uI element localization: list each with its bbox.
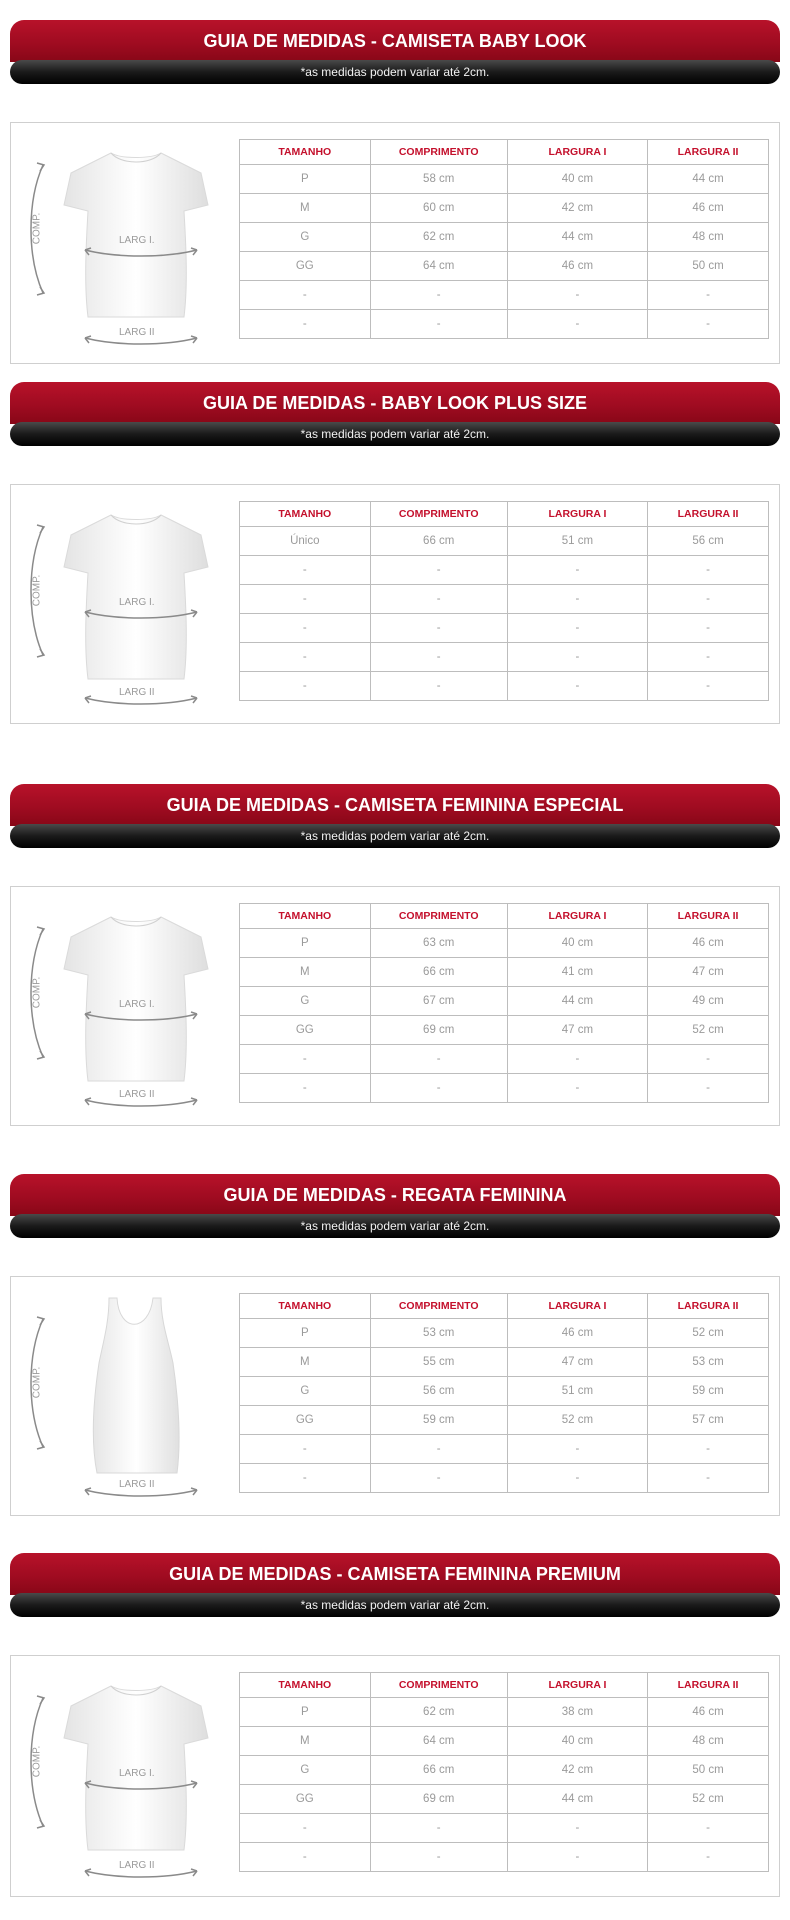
table-row [240, 1016, 769, 1045]
table-cell: 46 cm [507, 252, 647, 281]
table-cell: - [240, 1814, 371, 1843]
column-header: LARGURA I [507, 502, 647, 527]
table-cell: 46 cm [507, 1319, 647, 1348]
table-cell: - [240, 310, 371, 339]
table-cell: - [507, 281, 647, 310]
table-cell: 60 cm [370, 194, 507, 223]
column-header: LARGURA I [507, 904, 647, 929]
table-cell: G [240, 223, 371, 252]
table-cell: GG [240, 252, 371, 281]
table-cell: - [240, 643, 371, 672]
column-header: LARGURA II [648, 1294, 769, 1319]
table-cell: G [240, 987, 371, 1016]
table-cell: G [240, 1377, 371, 1406]
column-header: TAMANHO [240, 502, 371, 527]
table-cell: 40 cm [507, 165, 647, 194]
table-row [240, 643, 769, 672]
table-row [240, 1319, 769, 1348]
table-cell: 48 cm [648, 223, 769, 252]
size-table [239, 903, 769, 1103]
table-cell: 57 cm [648, 1406, 769, 1435]
table-cell: G [240, 1756, 371, 1785]
table-cell: - [648, 281, 769, 310]
table-row [240, 1698, 769, 1727]
table-cell: 50 cm [648, 1756, 769, 1785]
table-cell: - [507, 672, 647, 701]
table-cell: 53 cm [370, 1319, 507, 1348]
table-cell: 44 cm [507, 223, 647, 252]
table-cell: 44 cm [507, 987, 647, 1016]
table-row [240, 1785, 769, 1814]
table-row [240, 165, 769, 194]
larg2-label: LARG II [119, 687, 155, 698]
table-cell: 66 cm [370, 527, 507, 556]
table-header-row [240, 1294, 769, 1319]
table-cell: 40 cm [507, 929, 647, 958]
table-cell: 66 cm [370, 958, 507, 987]
table-cell: 49 cm [648, 987, 769, 1016]
table-row [240, 310, 769, 339]
table-cell: 50 cm [648, 252, 769, 281]
larg1-label: LARG I. [119, 999, 155, 1010]
table-cell: - [240, 556, 371, 585]
table-cell: - [648, 1814, 769, 1843]
table-cell: - [240, 672, 371, 701]
column-header: LARGURA I [507, 1294, 647, 1319]
column-header: COMPRIMENTO [370, 1673, 507, 1698]
table-row [240, 1843, 769, 1872]
table-cell: - [648, 585, 769, 614]
comp-label: COMP. [31, 212, 43, 245]
table-cell: - [648, 310, 769, 339]
table-cell: - [507, 1074, 647, 1103]
table-cell: - [370, 1045, 507, 1074]
table-cell: 42 cm [507, 1756, 647, 1785]
table-cell: - [648, 643, 769, 672]
table-cell: - [240, 281, 371, 310]
column-header: LARGURA I [507, 1673, 647, 1698]
larg2-label: LARG II [119, 1089, 155, 1100]
size-table [239, 1293, 769, 1493]
larg2-label: LARG II [119, 1479, 155, 1490]
column-header: LARGURA II [648, 1673, 769, 1698]
table-cell: 67 cm [370, 987, 507, 1016]
table-cell: - [370, 672, 507, 701]
table-row [240, 252, 769, 281]
table-cell: - [648, 614, 769, 643]
larg2-label: LARG II [119, 327, 155, 338]
table-cell: 69 cm [370, 1785, 507, 1814]
table-cell: 48 cm [648, 1727, 769, 1756]
size-panel [10, 886, 780, 1126]
column-header: LARGURA II [648, 502, 769, 527]
table-cell: - [370, 643, 507, 672]
table-cell: - [648, 1435, 769, 1464]
size-panel [10, 1655, 780, 1897]
table-cell: M [240, 958, 371, 987]
table-row [240, 556, 769, 585]
section-title: GUIA DE MEDIDAS - REGATA FEMININA [10, 1174, 780, 1216]
table-cell: - [507, 1814, 647, 1843]
table-cell: M [240, 1348, 371, 1377]
table-header-row [240, 904, 769, 929]
table-cell: - [370, 614, 507, 643]
garment-figure [11, 887, 221, 1125]
table-cell: M [240, 1727, 371, 1756]
width-arrow-icon [81, 1009, 201, 1028]
size-table [239, 139, 769, 339]
column-header: COMPRIMENTO [370, 502, 507, 527]
table-cell: - [240, 1045, 371, 1074]
table-header-row [240, 502, 769, 527]
size-table [239, 501, 769, 701]
size-table [239, 1672, 769, 1872]
table-cell: 62 cm [370, 223, 507, 252]
tank-top-icon [69, 1293, 199, 1488]
table-cell: - [240, 1464, 371, 1493]
table-cell: 44 cm [507, 1785, 647, 1814]
table-cell: GG [240, 1785, 371, 1814]
comp-label: COMP. [31, 1745, 43, 1778]
garment-figure [11, 485, 221, 723]
table-row [240, 527, 769, 556]
table-row [240, 1727, 769, 1756]
table-cell: - [507, 1464, 647, 1493]
table-header-row [240, 1673, 769, 1698]
table-cell: - [648, 556, 769, 585]
garment-figure [11, 1656, 221, 1896]
measurement-note: *as medidas podem variar até 2cm. [10, 1214, 780, 1238]
table-cell: 58 cm [370, 165, 507, 194]
table-row [240, 1074, 769, 1103]
measurement-note: *as medidas podem variar até 2cm. [10, 1593, 780, 1617]
table-cell: 56 cm [370, 1377, 507, 1406]
table-row [240, 958, 769, 987]
garment-figure [11, 1277, 221, 1515]
table-row [240, 1406, 769, 1435]
table-cell: 47 cm [507, 1348, 647, 1377]
table-cell: GG [240, 1406, 371, 1435]
table-row [240, 1377, 769, 1406]
table-cell: 46 cm [648, 929, 769, 958]
table-row [240, 1348, 769, 1377]
table-cell: - [240, 1843, 371, 1872]
column-header: TAMANHO [240, 904, 371, 929]
table-cell: 64 cm [370, 252, 507, 281]
table-row [240, 672, 769, 701]
comp-label: COMP. [31, 574, 43, 607]
table-cell: - [370, 1814, 507, 1843]
table-cell: - [648, 1843, 769, 1872]
table-cell: 47 cm [507, 1016, 647, 1045]
table-cell: P [240, 929, 371, 958]
table-cell: - [648, 672, 769, 701]
table-row [240, 929, 769, 958]
section-header [10, 20, 780, 84]
table-row [240, 194, 769, 223]
table-cell: - [370, 556, 507, 585]
size-panel [10, 122, 780, 364]
table-cell: 42 cm [507, 194, 647, 223]
table-cell: 52 cm [507, 1406, 647, 1435]
table-row [240, 585, 769, 614]
table-row [240, 1435, 769, 1464]
larg1-label: LARG I. [119, 597, 155, 608]
table-row [240, 223, 769, 252]
table-cell: - [507, 310, 647, 339]
table-cell: 59 cm [370, 1406, 507, 1435]
section-title: GUIA DE MEDIDAS - CAMISETA FEMININA PREMIUM [10, 1553, 780, 1595]
larg1-label: LARG I. [119, 1768, 155, 1779]
table-row [240, 1756, 769, 1785]
table-row [240, 1464, 769, 1493]
table-row [240, 614, 769, 643]
measurement-note: *as medidas podem variar até 2cm. [10, 60, 780, 84]
comp-label: COMP. [31, 1366, 43, 1399]
table-cell: 52 cm [648, 1319, 769, 1348]
table-cell: - [370, 310, 507, 339]
table-cell: - [370, 1464, 507, 1493]
table-cell: - [370, 1843, 507, 1872]
table-cell: P [240, 165, 371, 194]
column-header: TAMANHO [240, 1673, 371, 1698]
table-row [240, 281, 769, 310]
column-header: TAMANHO [240, 140, 371, 165]
table-cell: - [507, 1045, 647, 1074]
column-header: COMPRIMENTO [370, 904, 507, 929]
table-row [240, 1045, 769, 1074]
table-cell: - [507, 585, 647, 614]
table-cell: - [648, 1045, 769, 1074]
table-cell: 40 cm [507, 1727, 647, 1756]
column-header: LARGURA I [507, 140, 647, 165]
table-cell: 62 cm [370, 1698, 507, 1727]
size-panel [10, 484, 780, 724]
table-cell: - [240, 585, 371, 614]
section-title: GUIA DE MEDIDAS - BABY LOOK PLUS SIZE [10, 382, 780, 424]
larg1-label: LARG I. [119, 235, 155, 246]
table-cell: - [507, 614, 647, 643]
column-header: COMPRIMENTO [370, 140, 507, 165]
table-cell: 55 cm [370, 1348, 507, 1377]
table-cell: - [648, 1464, 769, 1493]
column-header: COMPRIMENTO [370, 1294, 507, 1319]
table-row [240, 1814, 769, 1843]
section-header [10, 1174, 780, 1238]
table-cell: 38 cm [507, 1698, 647, 1727]
table-cell: 46 cm [648, 1698, 769, 1727]
size-panel [10, 1276, 780, 1516]
table-cell: Único [240, 527, 371, 556]
table-cell: 63 cm [370, 929, 507, 958]
measurement-note: *as medidas podem variar até 2cm. [10, 824, 780, 848]
table-cell: 44 cm [648, 165, 769, 194]
table-cell: - [370, 585, 507, 614]
section-title: GUIA DE MEDIDAS - CAMISETA BABY LOOK [10, 20, 780, 62]
table-cell: 69 cm [370, 1016, 507, 1045]
table-cell: 66 cm [370, 1756, 507, 1785]
table-cell: - [648, 1074, 769, 1103]
section-header [10, 1553, 780, 1617]
width-arrow-icon [81, 607, 201, 626]
table-cell: 56 cm [648, 527, 769, 556]
larg2-label: LARG II [119, 1860, 155, 1871]
table-cell: - [240, 1435, 371, 1464]
table-cell: - [240, 1074, 371, 1103]
table-cell: 41 cm [507, 958, 647, 987]
column-header: LARGURA II [648, 140, 769, 165]
section-header [10, 784, 780, 848]
table-cell: P [240, 1319, 371, 1348]
comp-label: COMP. [31, 976, 43, 1009]
table-cell: - [370, 1435, 507, 1464]
table-cell: 52 cm [648, 1785, 769, 1814]
table-cell: - [240, 614, 371, 643]
measurement-note: *as medidas podem variar até 2cm. [10, 422, 780, 446]
table-header-row [240, 140, 769, 165]
table-cell: GG [240, 1016, 371, 1045]
table-cell: - [507, 643, 647, 672]
garment-figure [11, 123, 221, 363]
table-row [240, 987, 769, 1016]
table-cell: 51 cm [507, 527, 647, 556]
section-header [10, 382, 780, 446]
table-cell: 52 cm [648, 1016, 769, 1045]
table-cell: - [507, 556, 647, 585]
table-cell: 51 cm [507, 1377, 647, 1406]
table-cell: - [370, 1074, 507, 1103]
table-cell: M [240, 194, 371, 223]
table-cell: 47 cm [648, 958, 769, 987]
table-cell: 64 cm [370, 1727, 507, 1756]
table-cell: - [370, 281, 507, 310]
table-cell: 46 cm [648, 194, 769, 223]
section-title: GUIA DE MEDIDAS - CAMISETA FEMININA ESPECIAL [10, 784, 780, 826]
column-header: LARGURA II [648, 904, 769, 929]
width-arrow-icon [81, 245, 201, 264]
width-arrow-icon [81, 1778, 201, 1797]
table-cell: - [507, 1843, 647, 1872]
table-cell: - [507, 1435, 647, 1464]
table-cell: 59 cm [648, 1377, 769, 1406]
table-cell: P [240, 1698, 371, 1727]
column-header: TAMANHO [240, 1294, 371, 1319]
table-cell: 53 cm [648, 1348, 769, 1377]
